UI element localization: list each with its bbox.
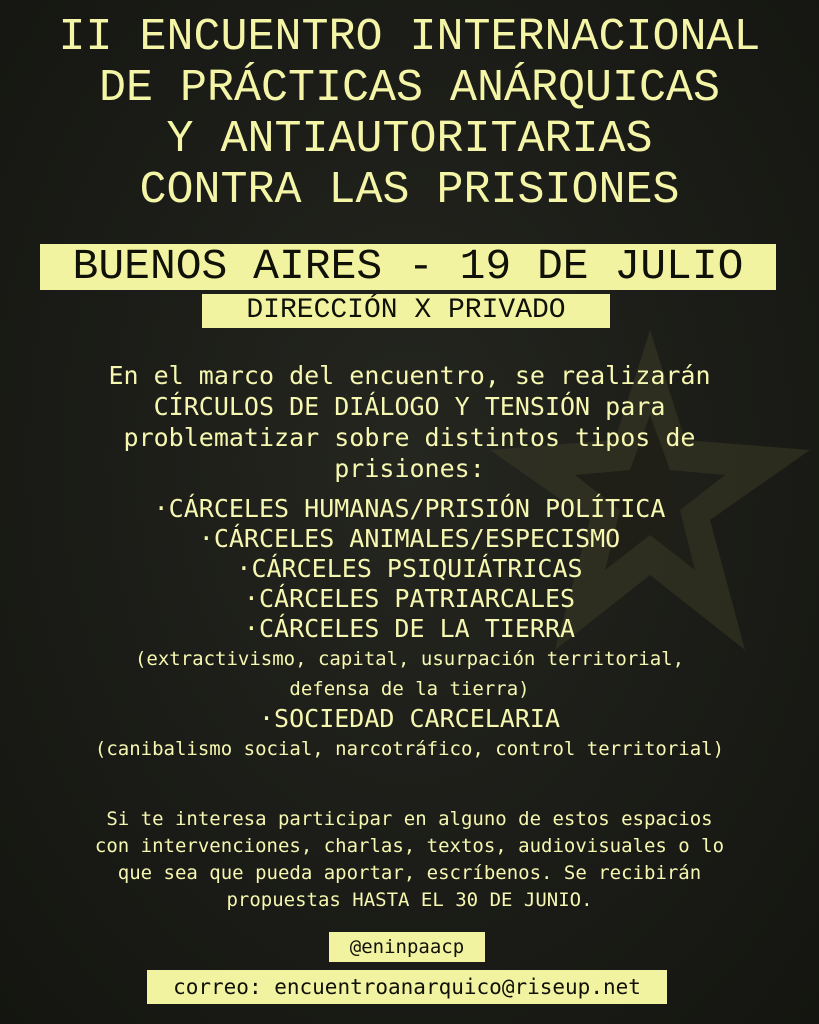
event-address: DIRECCIÓN X PRIVADO — [202, 294, 610, 328]
footer-line: propuestas HASTA EL 30 DE JUNIO. — [226, 889, 593, 911]
list-item: ·CÁRCELES HUMANAS/PRISIÓN POLÍTICA — [153, 494, 666, 523]
intro-line: problematizar sobre distintos tipos de — [123, 423, 696, 452]
list-item: ·SOCIEDAD CARCELARIA — [258, 704, 561, 733]
footer-line: que sea que pueda aportar, escríbenos. Se recibirán — [117, 862, 702, 884]
list-item: ·CÁRCELES DE LA TIERRA — [243, 614, 576, 643]
title-line: II ENCUENTRO INTERNACIONAL — [58, 12, 761, 63]
list-item: ·CÁRCELES PSIQUIÁTRICAS — [236, 554, 583, 583]
social-handle: @eninpaacp — [329, 932, 485, 962]
event-place-date: BUENOS AIRES - 19 DE JULIO — [40, 244, 776, 290]
list-item: ·CÁRCELES ANIMALES/ESPECISMO — [198, 524, 621, 553]
intro-line: En el marco del encuentro, se realizarán — [108, 361, 711, 390]
list-item-note: (extractivismo, capital, usurpación territorial, — [134, 648, 685, 670]
list-item: ·CÁRCELES PATRIARCALES — [243, 584, 576, 613]
footer-line: Si te interesa participar en alguno de estos espacios — [106, 808, 713, 830]
title-line: CONTRA LAS PRISIONES — [139, 165, 680, 216]
intro-line: CÍRCULOS DE DIÁLOGO Y TENSIÓN para — [153, 392, 666, 421]
prison-types-list — [0, 494, 819, 764]
intro-line: prisiones: — [334, 454, 485, 483]
list-item-note: (canibalismo social, narcotráfico, control territorial) — [94, 738, 725, 760]
contact-email: correo: encuentroanarquico@riseup.net — [147, 970, 667, 1004]
event-title — [0, 12, 819, 216]
title-line: DE PRÁCTICAS ANÁRQUICAS — [98, 63, 721, 114]
title-line: Y ANTIAUTORITARIAS — [166, 114, 653, 165]
footer-line: con intervenciones, charlas, textos, audiovisuales o lo — [94, 835, 725, 857]
list-item-note: defensa de la tierra) — [289, 678, 530, 700]
intro-paragraph — [0, 360, 819, 484]
call-for-proposals — [0, 806, 819, 914]
